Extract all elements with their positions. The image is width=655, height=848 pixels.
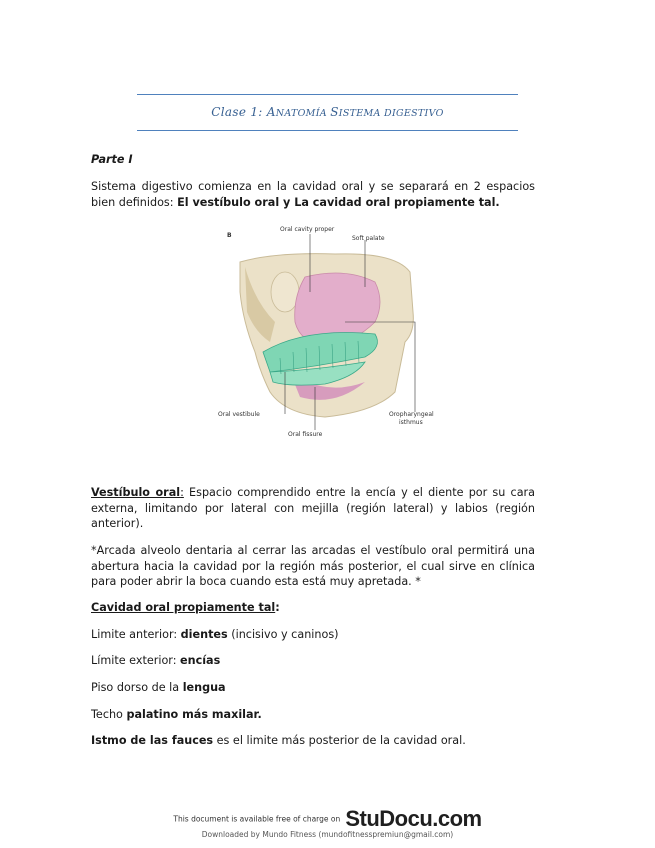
oral-cavity-illustration xyxy=(215,222,445,444)
header-rule-top xyxy=(137,94,518,95)
section-heading xyxy=(91,152,535,168)
item-prefix: Techo xyxy=(91,708,127,721)
item-bold: Istmo de las fauces xyxy=(91,734,214,747)
vestibulo-text: Espacio comprendido entre la encía y el diente por su cara externa, limitando por lateral con mejilla (región lateral) y labios (región anterior). xyxy=(91,486,536,530)
item-bold: lengua xyxy=(182,681,226,694)
label-soft-palate: Soft palate xyxy=(352,235,385,242)
note-text: *Arcada alveolo dentaria al cerrar las arcadas el vestíbulo oral permitirá una abertura hacia la cavidad por la región más posterior, el cual sirve en clínica para poder abrir la boca cuando esta está muy apretada. * xyxy=(91,544,535,588)
item-limite-exterior xyxy=(91,653,535,669)
footer-downloaded xyxy=(0,830,655,839)
cavidad-heading xyxy=(91,600,535,616)
item-bold: dientes xyxy=(180,628,228,641)
footer-availability xyxy=(0,806,655,832)
vestibulo-colon: : xyxy=(180,486,184,499)
figure-panel-letter: B xyxy=(227,232,232,239)
item-techo xyxy=(91,707,535,723)
label-oral-vestibule: Oral vestibule xyxy=(218,411,260,418)
item-prefix: Límite exterior: xyxy=(91,654,181,667)
header-rule-bottom xyxy=(137,130,518,131)
title-word-anatomia: NATOMÍA xyxy=(275,108,331,119)
item-suffix: es el limite más posterior de la cavidad oral. xyxy=(213,734,466,747)
footer-available-text: This document is available free of charge on xyxy=(173,814,341,824)
footer-downloaded-text: Downloaded by Mundo Fitness (mundofitnesspremiun@gmail.com) xyxy=(201,830,454,839)
oral-cavity-figure xyxy=(215,222,445,444)
note-paragraph xyxy=(91,543,535,590)
item-limite-anterior xyxy=(91,627,535,643)
item-prefix: Limite anterior: xyxy=(91,628,181,641)
intro-bold: El vestíbulo oral y La cavidad oral propiamente tal. xyxy=(177,195,500,209)
vestibulo-term: Vestíbulo oral xyxy=(91,486,181,499)
cavidad-heading-colon: : xyxy=(275,601,280,614)
intro-text: Sistema digestivo comienza en la cavidad oral y se separará en 2 espacios bien definidos: xyxy=(91,180,535,209)
label-oral-cavity-proper: Oral cavity proper xyxy=(280,226,335,233)
title-prefix: Clase 1: xyxy=(211,105,267,119)
intro-paragraph xyxy=(91,179,535,210)
page-title xyxy=(137,105,518,119)
title-initial-a: A xyxy=(266,105,276,119)
title-initial-s: S xyxy=(330,105,339,119)
item-bold: palatino más maxilar. xyxy=(126,708,262,721)
studocu-logo-link[interactable]: StuDocu.com xyxy=(345,806,482,831)
maxilla-left xyxy=(271,272,299,312)
label-isthmus: isthmus xyxy=(399,419,423,426)
item-istmo xyxy=(91,733,535,749)
cavidad-heading-text: Cavidad oral propiamente tal xyxy=(91,601,276,614)
label-oral-fissure: Oral fissure xyxy=(288,431,323,438)
item-prefix: Piso dorso de la xyxy=(91,681,183,694)
section-heading-text: Parte I xyxy=(91,153,133,166)
item-bold: encías xyxy=(180,654,221,667)
item-suffix: (incisivo y caninos) xyxy=(227,628,339,641)
item-piso xyxy=(91,680,535,696)
label-oropharyngeal: Oropharyngeal xyxy=(389,411,434,418)
title-word-sistema: ISTEMA DIGESTIVO xyxy=(338,108,444,119)
vestibulo-paragraph xyxy=(91,485,535,532)
